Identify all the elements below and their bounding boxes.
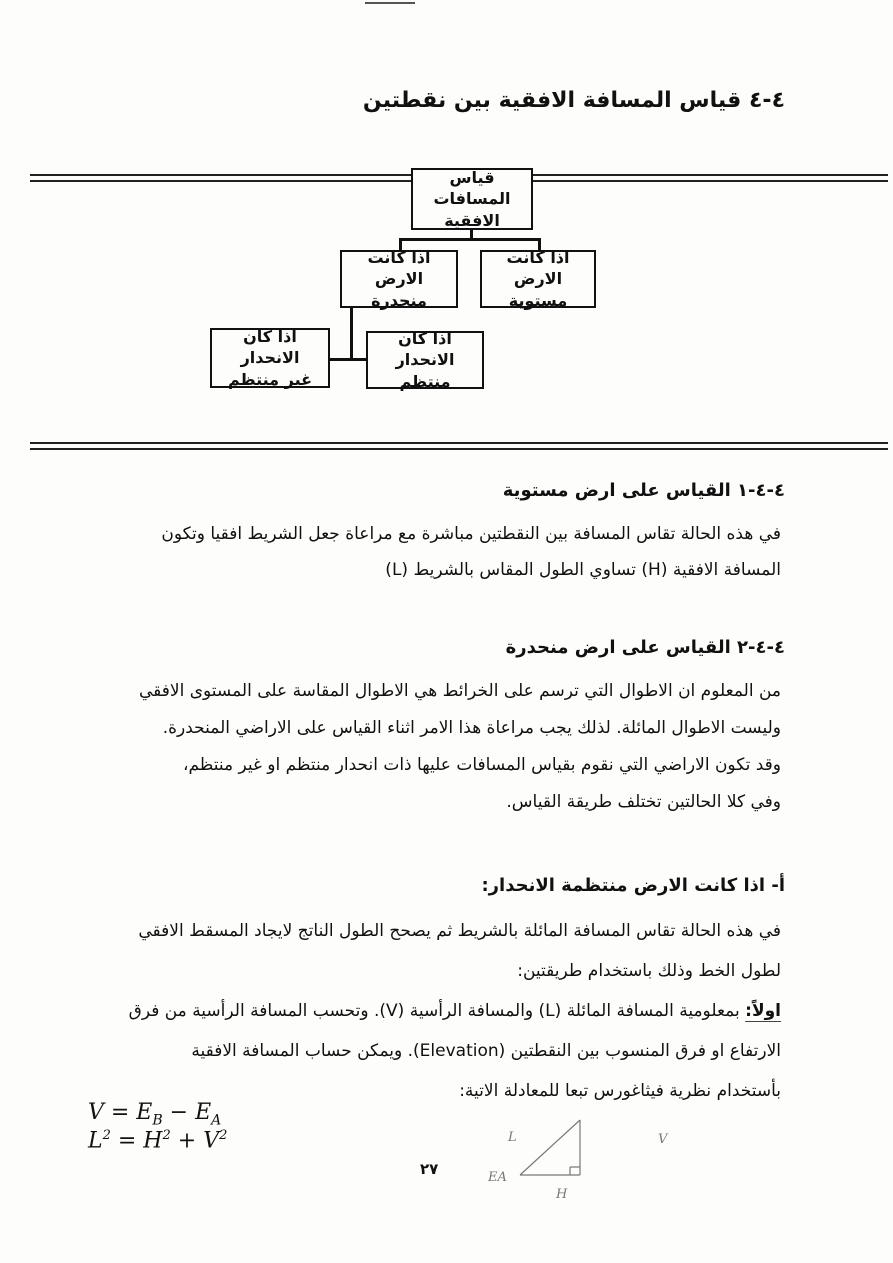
formula-pythagoras: $L^2 = H^2 + V^2$ <box>88 1128 228 1154</box>
connector-slope-types <box>328 358 368 361</box>
page-number: ٢٧ <box>420 1160 439 1178</box>
divider-bottom-2 <box>30 448 888 450</box>
subsection-regular-title: أ- اذا كانت الارض منتظمة الانحدار: <box>481 875 785 896</box>
box-irregular-slope: اذا كان الانحدار غير منتظم <box>210 328 330 388</box>
first-method-label: اولاً: <box>745 1001 781 1021</box>
subsection-flat-body: في هذه الحالة تقاس المسافة بين النقطتين مباشرة مع مراعاة جعل الشريط افقيا وتكون المسافة الافقية (H) تساوي الطول المقاس بالشريط (L) <box>161 524 781 580</box>
connector-sloped-down <box>350 308 353 360</box>
connector-branch <box>399 238 540 241</box>
section-title: ٤-٤ قياس المسافة الافقية بين نقطتين <box>362 88 785 113</box>
box-sloped-ground: اذا كانت الارض منحدرة <box>340 250 458 308</box>
subsection-sloped-body: من المعلوم ان الاطوال التي ترسم على الخرائط هي الاطوال المقاسة على المستوى الافقي وليست الاطوال المائلة. لذلك يجب مراعاة هذا الامر اثناء القياس على الاراضي المنحدرة. وقد تكون الاراضي التي نقوم بقياس المسافات عليها ذات انحدار منتظم او غير منتظم، وفي كلا الحالتين تختلف طريقة القياس. <box>138 681 781 812</box>
subsection-flat-title: ٤-٤-١ القياس على ارض مستوية <box>502 480 785 501</box>
subsection-regular-body: في هذه الحالة تقاس المسافة المائلة بالشريط ثم يصحح الطول الناتج لايجاد المسقط الافقي لطول الخط وذلك باستخدام طريقتين: اولاً: بمعلومية المسافة المائلة (L) والمسافة الرأسية (V). وتحسب المسافة الرأسية من فرق الارتفاع او فرق المنسوب بين النقطتين (Elevation). ويمكن حساب المسافة الافقية بأستخدام نظرية فيثاغورس تبعا للمعادلة الاتية: <box>128 921 781 1101</box>
top-edge-mark <box>365 2 415 4</box>
box-horizontal-distance: قياس المسافات الافقية <box>411 168 533 230</box>
box-regular-slope: اذا كان الانحدار منتظم <box>366 331 484 389</box>
subsection-sloped-title: ٤-٤-٢ القياس على ارض منحدرة <box>505 637 785 658</box>
sketch-label-v: V <box>658 1132 668 1147</box>
box-flat-ground: اذا كانت الارض مستوية <box>480 250 596 308</box>
formula-vertical-distance: $V = E_B - E_A$ <box>88 1100 222 1129</box>
sketch-label-ea: EA <box>488 1170 507 1185</box>
divider-bottom-1 <box>30 442 888 444</box>
sketch-label-h: H <box>556 1187 568 1200</box>
slope-triangle-sketch <box>480 1105 680 1200</box>
sketch-label-l: L <box>508 1130 517 1145</box>
